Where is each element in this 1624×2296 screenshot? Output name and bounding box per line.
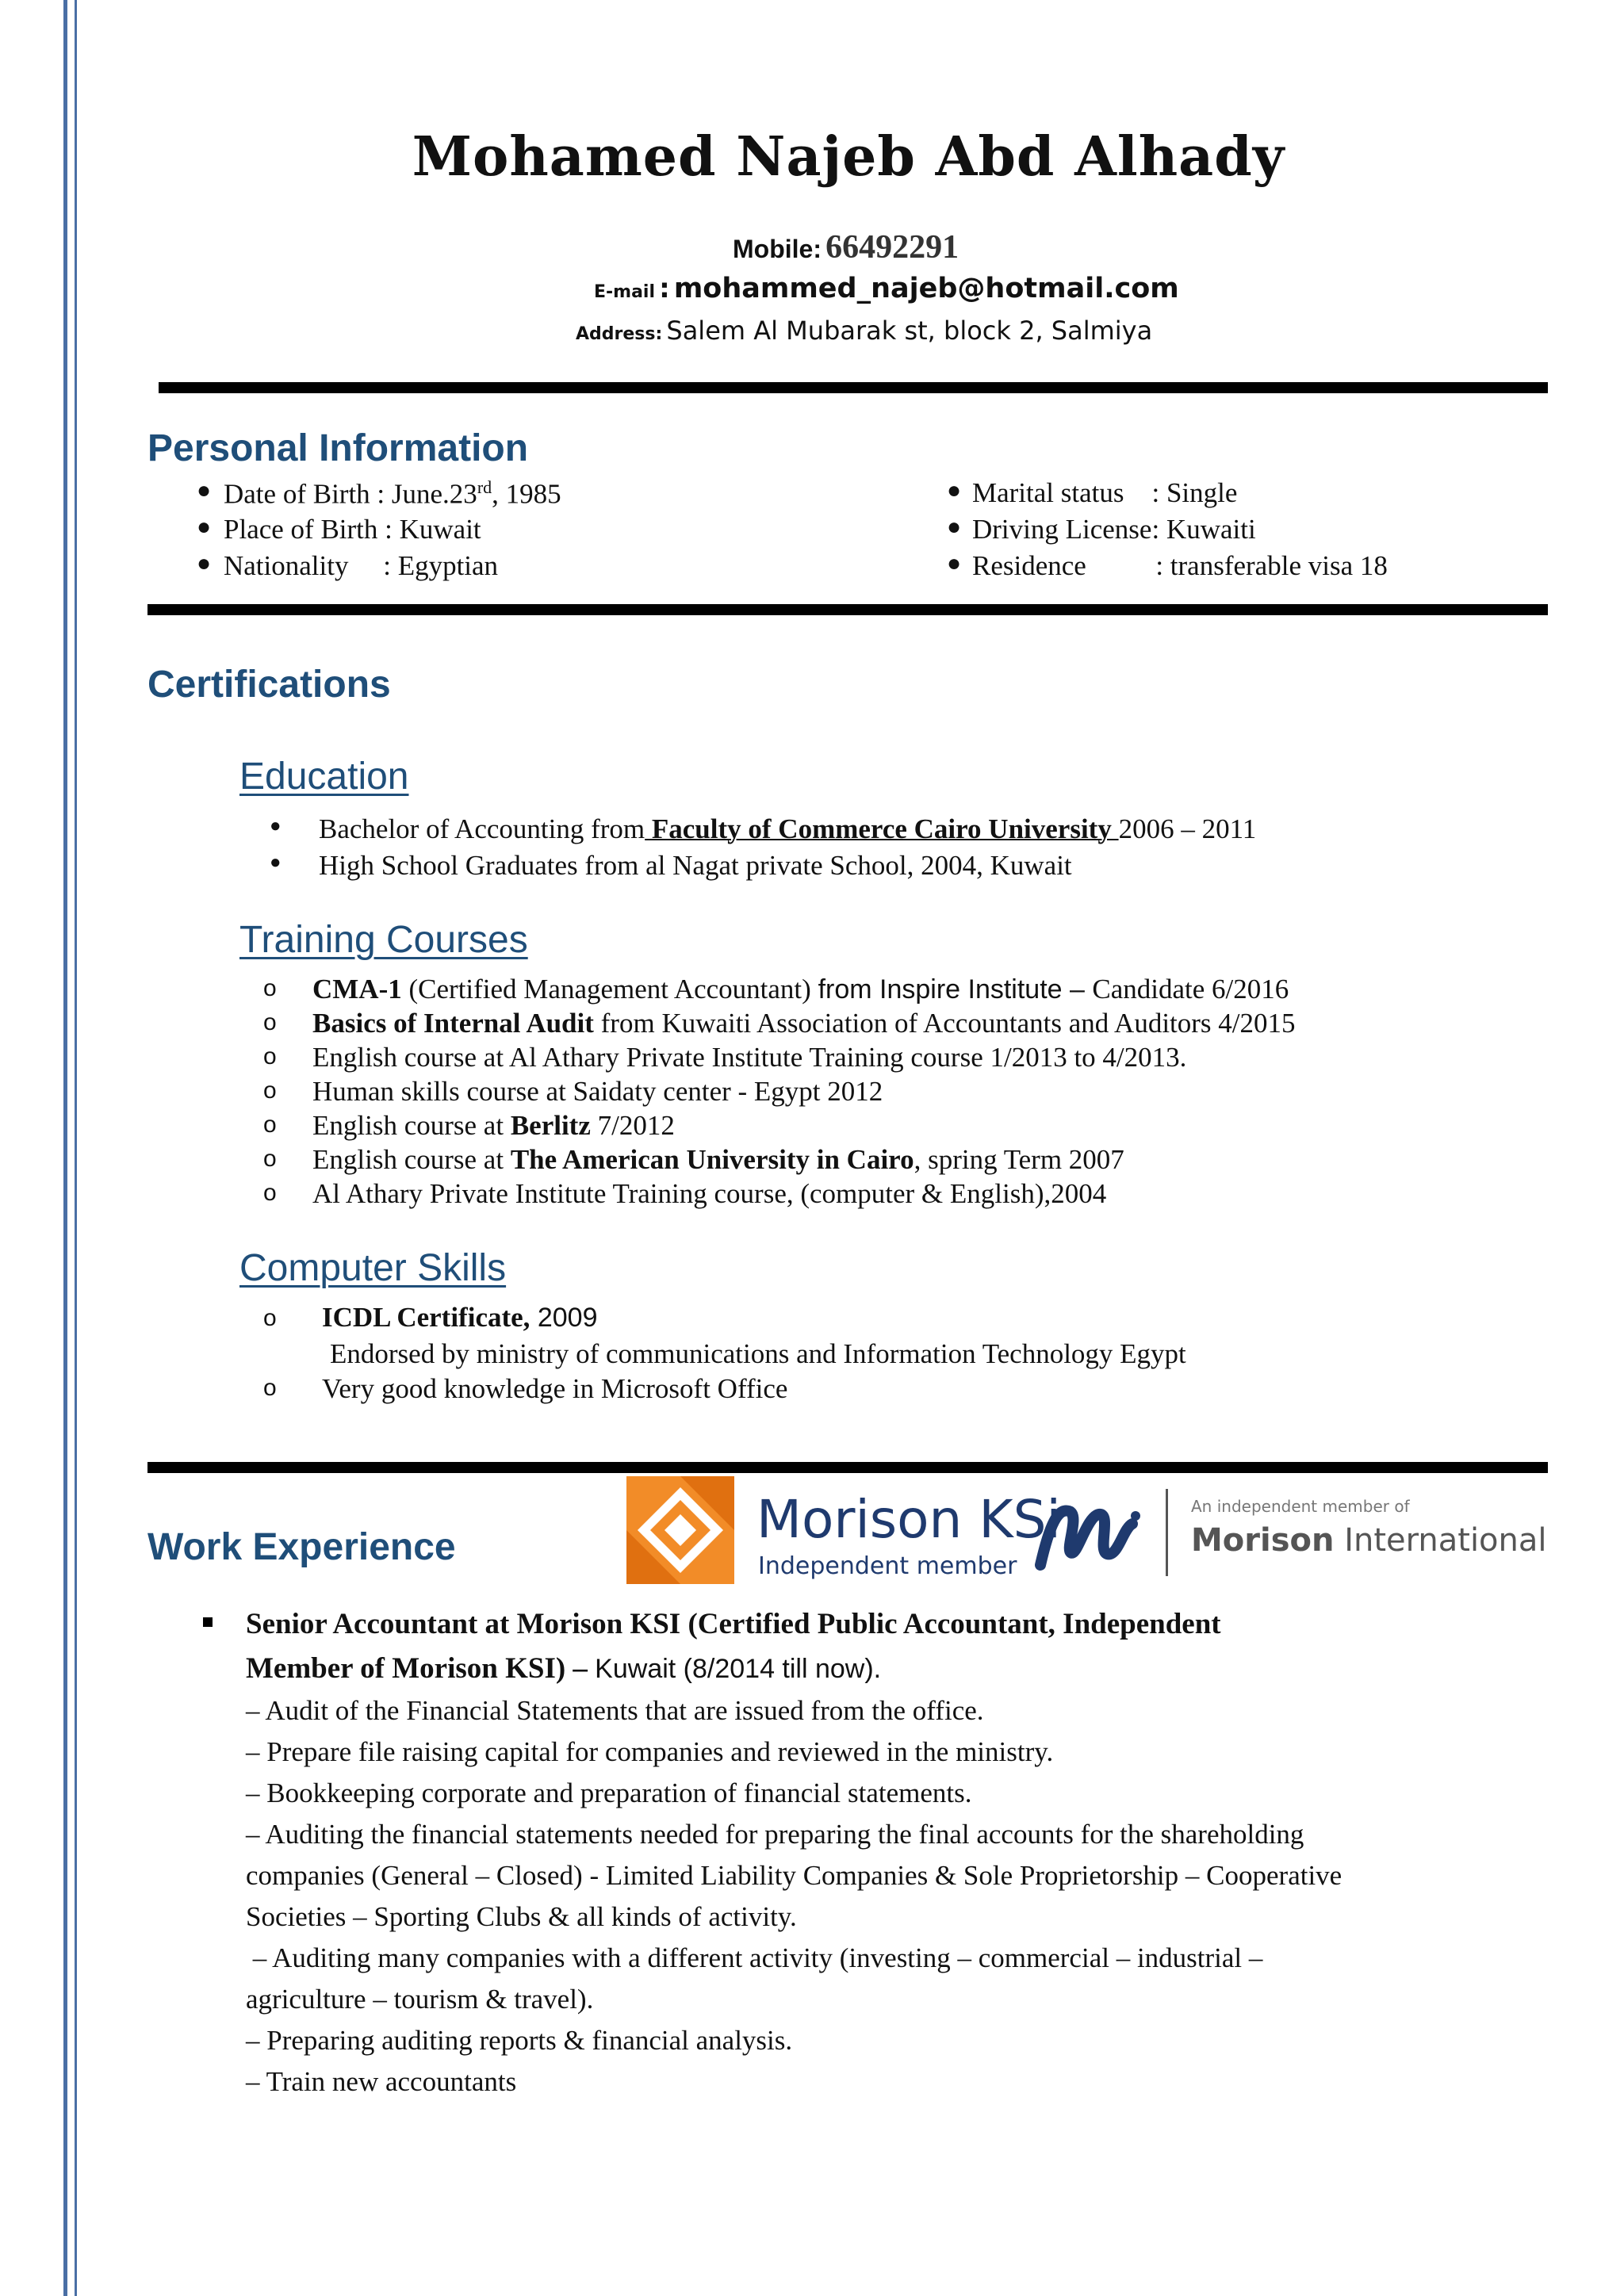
job-title-line1: Senior Accountant at Morison KSI (Certified Public Accountant, Independent xyxy=(246,1608,1221,1640)
auc-pre: English course at xyxy=(312,1144,511,1175)
training-item-athary-computer: Al Athary Private Institute Training course, (computer & English),2004 xyxy=(312,1178,1107,1209)
dob-sup: rd xyxy=(477,477,492,497)
bullet: ● xyxy=(197,477,212,503)
auc-name: The American University in Cairo xyxy=(510,1144,914,1175)
education-heading: Education xyxy=(239,756,409,798)
internal-audit-desc: from Kuwaiti Association of Accountants and Auditors 4/2015 xyxy=(593,1008,1296,1039)
bullet: ● xyxy=(947,514,962,540)
cma-institute: from Inspire Institute – xyxy=(818,974,1093,1004)
duty-line: agriculture – tourism & travel). xyxy=(246,1984,594,2015)
certifications-divider xyxy=(147,1462,1548,1473)
email-separator: : xyxy=(659,273,670,304)
training-item-english-athary: English course at Al Athary Private Institute Training course 1/2013 to 4/2013. xyxy=(312,1042,1187,1073)
address-value: Salem Al Mubarak st, block 2, Salmiya xyxy=(666,316,1153,346)
logo-intl-bold: Morison xyxy=(1191,1522,1335,1559)
bachelor-text: Bachelor of Accounting from xyxy=(319,813,645,844)
training-item-berlitz xyxy=(312,1112,675,1139)
bullet: ● xyxy=(197,514,212,540)
address-line xyxy=(576,316,1152,346)
duty-line: – Auditing many companies with a different activity (investing – commercial – industrial – xyxy=(246,1942,1263,1973)
bullet: ● xyxy=(270,816,282,836)
job-title-line2 xyxy=(246,1654,881,1683)
computer-item-icdl xyxy=(322,1303,598,1331)
bullet-circle: o xyxy=(263,1180,277,1206)
bullet-circle: o xyxy=(263,1077,277,1104)
bullet-circle: o xyxy=(263,975,277,1001)
job-location-dates: Kuwait (8/2014 till now). xyxy=(595,1654,882,1684)
page-border-left xyxy=(63,0,67,2296)
bullet: ● xyxy=(270,852,282,873)
bullet-circle: o xyxy=(263,1305,277,1331)
license-line: Driving License: Kuwaiti xyxy=(972,514,1256,545)
mobile-value: 66492291 xyxy=(825,229,959,266)
morison-emblem-icon xyxy=(626,1476,734,1584)
bachelor-university: Faculty of Commerce Cairo University xyxy=(645,813,1119,844)
nationality-line: Nationality : Egyptian xyxy=(224,550,499,581)
address-label: Address: xyxy=(576,324,663,344)
duty-line: – Prepare file raising capital for companies and reviewed in the ministry. xyxy=(246,1736,1054,1767)
morison-logo xyxy=(626,1476,1547,1589)
bullet-circle: o xyxy=(263,1009,277,1035)
duty-line: – Auditing the financial statements needed for preparing the final accounts for the shareholding xyxy=(246,1819,1304,1850)
icdl-title: ICDL Certificate, xyxy=(322,1302,530,1333)
logo-tagline: Independent member xyxy=(758,1552,1017,1580)
cma-title: CMA-1 xyxy=(312,974,402,1004)
pob-line: Place of Birth : Kuwait xyxy=(224,514,481,545)
swoosh-m-icon xyxy=(1034,1492,1145,1579)
certifications-heading: Certifications xyxy=(147,664,391,706)
cma-desc: (Certified Management Accountant) xyxy=(401,974,818,1004)
training-item-auc xyxy=(312,1146,1124,1173)
duty-line: – Bookkeeping corporate and preparation of financial statements. xyxy=(246,1777,972,1808)
icdl-endorsement: Endorsed by ministry of communications and Information Technology Egypt xyxy=(330,1338,1186,1369)
work-experience-heading: Work Experience xyxy=(147,1526,456,1568)
bullet: ● xyxy=(197,550,212,576)
page-border-left-inner xyxy=(75,0,77,2296)
bullet-circle: o xyxy=(263,1375,277,1401)
training-item-human-skills: Human skills course at Saidaty center - Egypt 2012 xyxy=(312,1076,883,1107)
bullet-circle: o xyxy=(263,1112,277,1138)
residence-line: Residence : transferable visa 18 xyxy=(972,550,1388,581)
duty-line: companies (General – Closed) - Limited Liability Companies & Sole Proprietorship – Cooperative xyxy=(246,1860,1342,1891)
bullet-square xyxy=(203,1617,213,1627)
duty-line: Societies – Sporting Clubs & all kinds of activity. xyxy=(246,1901,797,1932)
personal-info-heading: Personal Information xyxy=(147,427,529,469)
dob-year: , 1985 xyxy=(492,478,561,510)
berlitz-name: Berlitz xyxy=(510,1110,591,1141)
dob-label: Date of Birth : June.23 xyxy=(224,478,477,510)
logo-brand: Morison KSi xyxy=(756,1489,1061,1550)
training-heading: Training Courses xyxy=(239,919,528,961)
mobile-label: Mobile: xyxy=(733,235,822,263)
email-line xyxy=(594,273,1179,304)
personal-divider xyxy=(147,604,1548,615)
cma-status: Candidate 6/2016 xyxy=(1092,974,1289,1004)
education-item-highschool: High School Graduates from al Nagat private School, 2004, Kuwait xyxy=(319,850,1072,881)
duty-line: – Preparing auditing reports & financial analysis. xyxy=(246,2025,793,2056)
logo-divider xyxy=(1166,1489,1168,1576)
computer-skills-heading: Computer Skills xyxy=(239,1247,507,1289)
icdl-year: 2009 xyxy=(530,1303,598,1333)
logo-intl-rest: International xyxy=(1334,1522,1547,1559)
bachelor-years: 2006 – 2011 xyxy=(1118,813,1257,844)
logo-member-of: An independent member of xyxy=(1191,1497,1410,1516)
internal-audit-title: Basics of Internal Audit xyxy=(312,1008,594,1039)
duty-line: – Audit of the Financial Statements that are issued from the office. xyxy=(246,1695,984,1726)
computer-item-office: Very good knowledge in Microsoft Office xyxy=(322,1373,788,1404)
bullet: ● xyxy=(947,477,962,503)
bullet-circle: o xyxy=(263,1146,277,1172)
header-divider xyxy=(159,382,1548,393)
training-item-internal-audit xyxy=(312,1009,1296,1037)
mobile-line xyxy=(733,228,959,266)
job-title-member: Member of Morison KSI) – xyxy=(246,1652,596,1685)
candidate-name: Mohamed Najeb Abd Alhady xyxy=(412,125,1285,189)
education-item-bachelor xyxy=(319,815,1256,843)
marital-line: Marital status : Single xyxy=(972,477,1238,508)
logo-international xyxy=(1191,1522,1547,1559)
dob-line xyxy=(224,479,561,508)
email-label: E-mail xyxy=(594,282,656,302)
bullet: ● xyxy=(947,550,962,576)
berlitz-pre: English course at xyxy=(312,1110,511,1141)
bullet-circle: o xyxy=(263,1043,277,1070)
auc-term: , spring Term 2007 xyxy=(914,1144,1124,1175)
email-value: mohammed_najeb@hotmail.com xyxy=(673,273,1179,304)
duty-line: – Train new accountants xyxy=(246,2066,517,2097)
training-item-cma xyxy=(312,975,1289,1003)
berlitz-date: 7/2012 xyxy=(590,1110,675,1141)
